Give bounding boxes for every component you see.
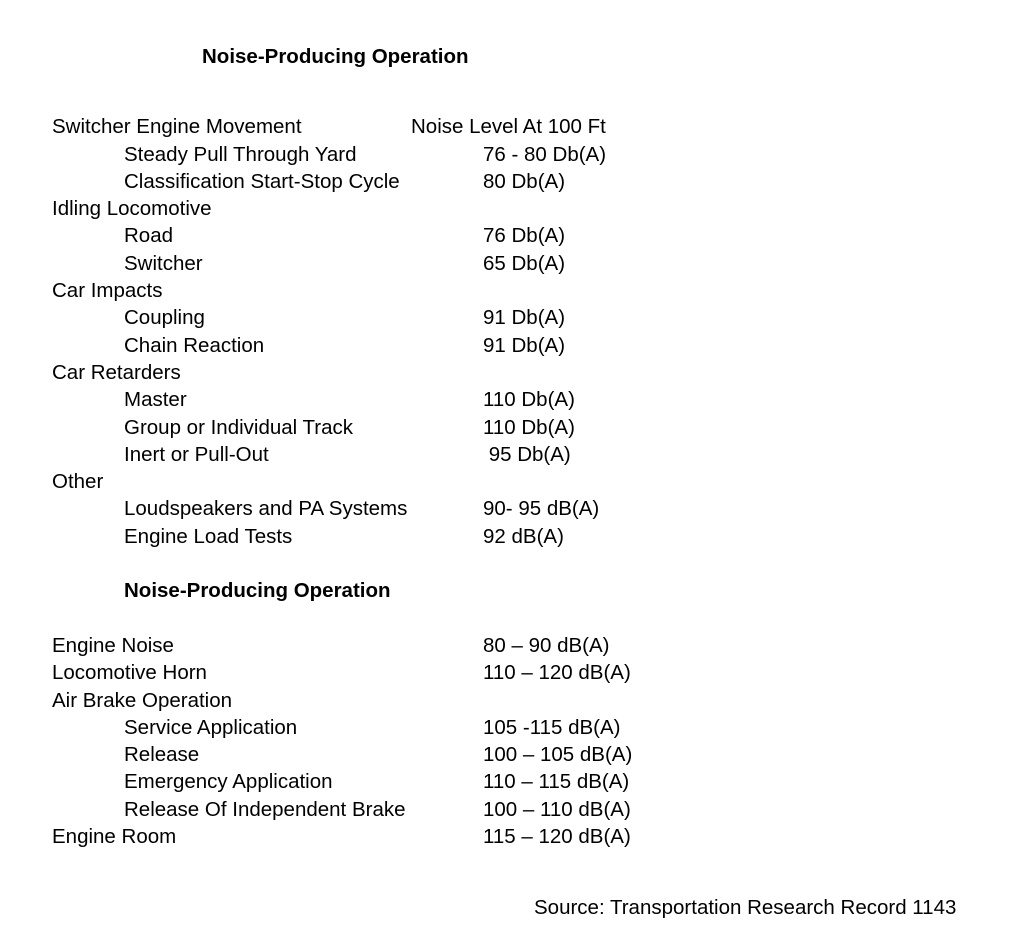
item-label: Inert or Pull-Out (124, 443, 269, 466)
section1-title: Noise-Producing Operation (202, 45, 469, 68)
item-label: Service Application (124, 716, 298, 739)
item-label: Switcher (124, 252, 203, 275)
item-label: Steady Pull Through Yard (124, 143, 357, 166)
table-row (0, 334, 1030, 361)
category-label: Air Brake Operation (52, 689, 233, 712)
table-row (0, 306, 1030, 333)
noise-value: 95 Db(A) (483, 443, 571, 466)
noise-value: 80 Db(A) (483, 170, 566, 193)
table-row (0, 497, 1030, 524)
table-row (0, 743, 1030, 770)
noise-value: 110 – 115 dB(A) (483, 770, 630, 793)
item-label: Release Of Independent Brake (124, 798, 406, 821)
table-row (0, 143, 1030, 170)
item-label: Loudspeakers and PA Systems (124, 497, 408, 520)
item-label: Emergency Application (124, 770, 333, 793)
table-row (0, 252, 1030, 279)
item-label: Coupling (124, 306, 205, 329)
noise-value: 100 – 110 dB(A) (483, 798, 631, 821)
item-label: Locomotive Horn (52, 661, 207, 684)
noise-value: 110 – 120 dB(A) (483, 661, 631, 684)
column-header-noise-level: Noise Level At 100 Ft (411, 115, 606, 138)
item-label: Release (124, 743, 200, 766)
noise-value: 115 – 120 dB(A) (483, 825, 631, 848)
noise-value: 76 - 80 Db(A) (483, 143, 607, 166)
table-row (0, 224, 1030, 251)
item-label: Engine Noise (52, 634, 174, 657)
item-label: Group or Individual Track (124, 416, 354, 439)
table-row (0, 361, 1030, 388)
table-row (0, 661, 1030, 688)
noise-value: 110 Db(A) (483, 388, 575, 411)
table-row (0, 689, 1030, 716)
item-label: Master (124, 388, 187, 411)
category-label: Car Retarders (52, 361, 181, 384)
section2-title: Noise-Producing Operation (124, 579, 391, 602)
table-row (0, 115, 1030, 142)
table-row (0, 197, 1030, 224)
noise-value: 80 – 90 dB(A) (483, 634, 610, 657)
table-row (0, 525, 1030, 552)
noise-value: 76 Db(A) (483, 224, 566, 247)
item-label: Chain Reaction (124, 334, 265, 357)
category-label: Other (52, 470, 104, 493)
noise-value: 90- 95 dB(A) (483, 497, 600, 520)
table-row (0, 443, 1030, 470)
category-label: Switcher Engine Movement (52, 115, 302, 138)
noise-value: 105 -115 dB(A) (483, 716, 621, 739)
category-label: Car Impacts (52, 279, 163, 302)
table-row (0, 798, 1030, 825)
item-label: Engine Room (52, 825, 177, 848)
table-row (0, 716, 1030, 743)
table-row (0, 388, 1030, 415)
noise-value: 110 Db(A) (483, 416, 575, 439)
table-row (0, 770, 1030, 797)
table-row (0, 634, 1030, 661)
noise-value: 92 dB(A) (483, 525, 564, 548)
table-row (0, 170, 1030, 197)
item-label: Road (124, 224, 174, 247)
noise-value: 91 Db(A) (483, 306, 566, 329)
table-row (0, 470, 1030, 497)
category-label: Idling Locomotive (52, 197, 212, 220)
table-row (0, 279, 1030, 306)
noise-value: 100 – 105 dB(A) (483, 743, 633, 766)
noise-value: 91 Db(A) (483, 334, 566, 357)
item-label: Classification Start-Stop Cycle (124, 170, 400, 193)
source-citation: Source: Transportation Research Record 1143 (534, 896, 957, 919)
table-row (0, 825, 1030, 852)
table-row (0, 416, 1030, 443)
item-label: Engine Load Tests (124, 525, 293, 548)
noise-value: 65 Db(A) (483, 252, 566, 275)
